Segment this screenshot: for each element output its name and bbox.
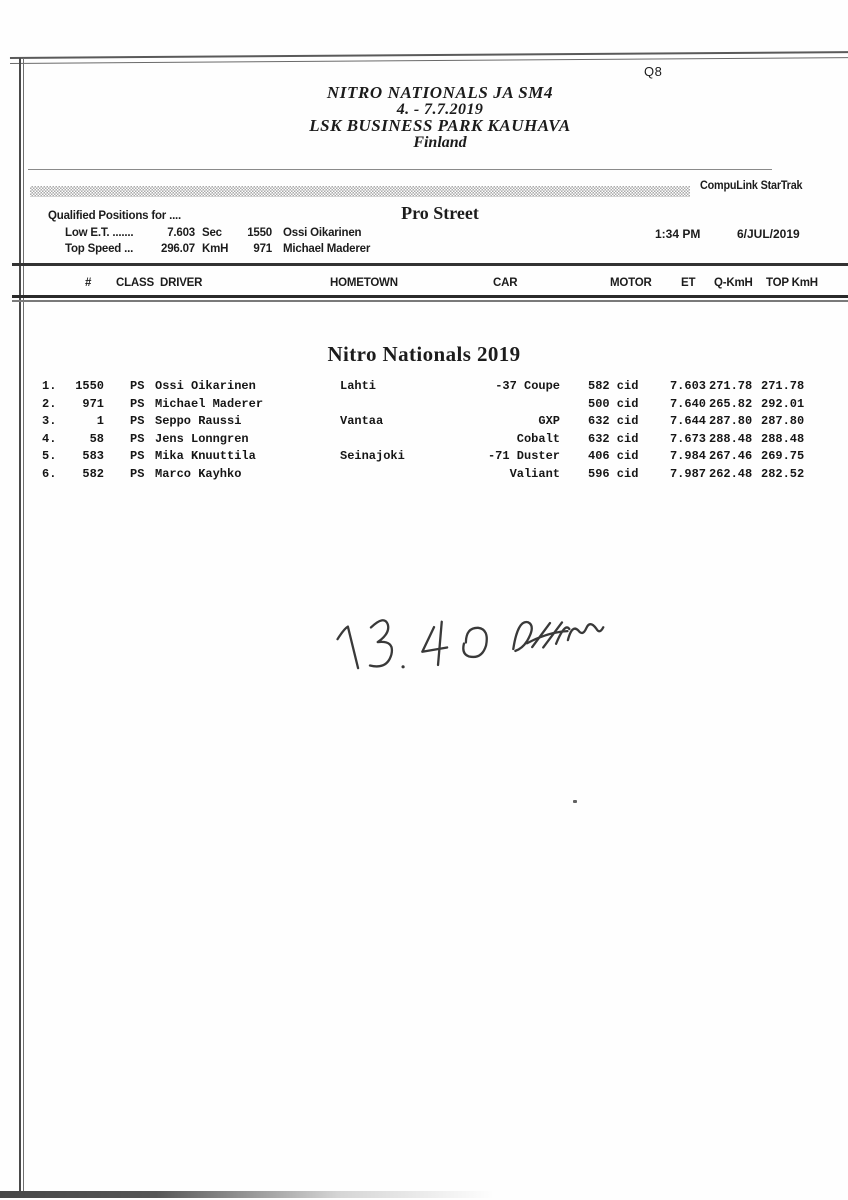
cell-car: GXP	[538, 414, 560, 428]
brand-label: CompuLink StarTrak	[700, 180, 803, 192]
cell-et: 7.673	[669, 431, 706, 446]
table-row	[0, 414, 848, 429]
scan-left-edge	[19, 58, 21, 1194]
cell-et: 7.603	[669, 379, 706, 393]
cell-car: Valiant	[509, 466, 560, 481]
header-cell-driver: DRIVER	[160, 277, 203, 289]
header-cell-class: CLASS	[116, 277, 154, 289]
table-row	[0, 449, 848, 464]
low-et-driver: Ossi Oikarinen	[283, 227, 362, 239]
cell-position: 5.	[42, 449, 57, 463]
low-et-label: Low E.T. .......	[65, 227, 134, 239]
cell-car: -71 Duster	[487, 449, 560, 463]
handwritten-time-path	[337, 615, 488, 672]
cell-hometown: Seinajoki	[340, 449, 405, 463]
cell-position: 6.	[42, 466, 57, 481]
header-cell-et: ET	[681, 277, 696, 289]
signature-scribble-path	[512, 618, 604, 651]
table-header-row	[0, 277, 848, 292]
table-row	[0, 432, 848, 447]
cell-number: 582	[82, 466, 104, 481]
top-speed-unit: KmH	[202, 243, 229, 255]
cell-number: 1550	[75, 379, 104, 393]
table-row	[0, 379, 848, 394]
cell-driver: Mika Knuuttila	[155, 449, 256, 463]
cell-q-kmh: 288.48	[709, 431, 753, 446]
cell-car: Cobalt	[516, 431, 560, 446]
header-cell-q-kmh: Q-KmH	[714, 277, 753, 289]
top-speed-number: 971	[253, 243, 272, 255]
cell-number: 1	[96, 414, 104, 428]
halftone-band	[30, 186, 690, 197]
low-et-value: 7.603	[167, 227, 195, 239]
cell-driver: Jens Lonngren	[155, 431, 249, 446]
cell-position: 2.	[42, 396, 57, 411]
cell-top-kmh: 271.78	[761, 379, 805, 393]
event-title-block	[120, 85, 760, 151]
cell-hometown: Vantaa	[340, 414, 384, 428]
cell-position: 3.	[42, 414, 57, 428]
cell-number: 58	[89, 431, 104, 446]
cell-q-kmh: 262.48	[709, 466, 753, 481]
cell-hometown: Lahti	[340, 379, 377, 393]
table-row	[0, 467, 848, 482]
table-header-bottom-rule	[12, 295, 848, 302]
handwritten-time-text	[0, 0, 1, 1]
cell-driver: Marco Kayhko	[155, 466, 242, 481]
page-number-label: Q8	[644, 64, 663, 79]
header-cell-position: #	[85, 277, 92, 289]
cell-number: 971	[82, 396, 104, 411]
header-cell-car: CAR	[493, 277, 518, 289]
cell-top-kmh: 287.80	[761, 414, 805, 428]
low-et-unit: Sec	[202, 227, 222, 239]
handwritten-annotation	[316, 597, 606, 692]
cell-class: PS	[130, 466, 145, 481]
cell-motor: 500 cid	[588, 396, 639, 411]
scan-bottom-smudge	[0, 1191, 520, 1198]
cell-number: 583	[82, 449, 104, 463]
top-speed-value: 296.07	[161, 243, 195, 255]
table-row	[0, 397, 848, 412]
low-et-line	[65, 227, 361, 239]
cell-top-kmh: 288.48	[761, 431, 805, 446]
cell-driver: Ossi Oikarinen	[155, 379, 256, 393]
cell-class: PS	[130, 431, 145, 446]
cell-driver: Seppo Raussi	[155, 414, 242, 428]
cell-car: -37 Coupe	[495, 379, 560, 393]
cell-et: 7.984	[669, 449, 706, 463]
top-speed-line	[65, 243, 370, 255]
cell-et: 7.644	[669, 414, 706, 428]
cell-class: PS	[130, 396, 145, 411]
top-speed-label: Top Speed ...	[65, 243, 134, 255]
cell-driver: Michael Maderer	[155, 396, 264, 411]
class-title: Pro Street	[401, 203, 479, 223]
header-cell-top-kmh: TOP KmH	[766, 277, 818, 289]
scan-speck	[573, 800, 577, 803]
cell-class: PS	[130, 449, 145, 463]
cell-q-kmh: 287.80	[709, 414, 753, 428]
cell-position: 1.	[42, 379, 57, 393]
event-title: NITRO NATIONALS JA SM4	[326, 83, 554, 102]
scan-left-edge-inner	[23, 58, 24, 1194]
header-cell-hometown: HOMETOWN	[330, 277, 398, 289]
event-heading: Nitro Nationals 2019	[327, 342, 521, 366]
top-speed-driver: Michael Maderer	[283, 243, 371, 255]
cell-class: PS	[130, 414, 145, 428]
cell-top-kmh: 282.52	[761, 466, 805, 481]
cell-motor: 406 cid	[588, 449, 639, 463]
cell-motor: 632 cid	[588, 431, 639, 446]
cell-class: PS	[130, 379, 145, 393]
cell-position: 4.	[42, 431, 57, 446]
qualified-positions-label: Qualified Positions for ....	[48, 210, 182, 222]
cell-top-kmh: 269.75	[761, 449, 805, 463]
cell-motor: 596 cid	[588, 466, 639, 481]
print-date: 6/JUL/2019	[737, 227, 800, 241]
low-et-number: 1550	[247, 227, 272, 239]
table-top-rule	[12, 263, 848, 266]
cell-motor: 632 cid	[588, 414, 639, 428]
event-venue: LSK BUSINESS PARK KAUHAVA	[309, 116, 571, 135]
cell-q-kmh: 271.78	[709, 379, 753, 393]
cell-q-kmh: 267.46	[709, 449, 753, 463]
event-dates: 4. - 7.7.2019	[396, 100, 484, 118]
cell-top-kmh: 292.01	[761, 396, 805, 411]
cell-q-kmh: 265.82	[709, 396, 753, 411]
cell-et: 7.640	[669, 396, 706, 411]
cell-motor: 582 cid	[588, 379, 639, 393]
header-cell-motor: MOTOR	[610, 277, 652, 289]
cell-et: 7.987	[669, 466, 706, 481]
separator-line	[28, 169, 772, 170]
event-country: Finland	[413, 133, 467, 151]
print-time: 1:34 PM	[655, 227, 701, 241]
scan-top-edge	[10, 51, 848, 64]
